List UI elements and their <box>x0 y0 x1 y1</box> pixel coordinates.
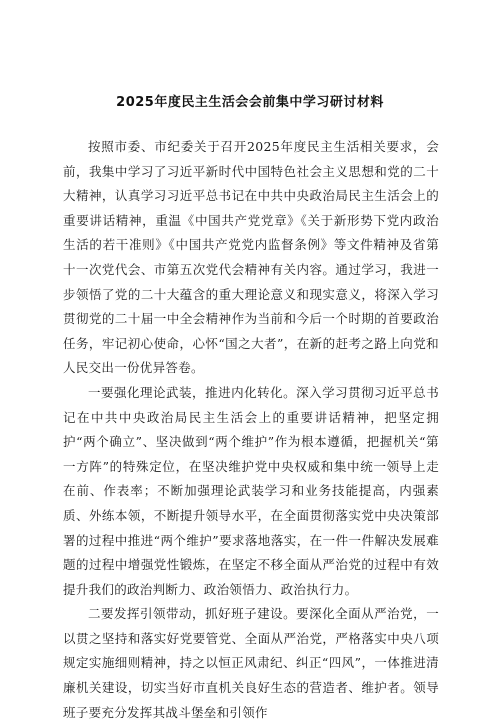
document-title: 2025年度民主生活会会前集中学习研讨材料 <box>116 95 384 110</box>
document-body <box>63 135 439 725</box>
paragraph-team-building: 二要发挥引领带动，抓好班子建设。要深化全面从严治党，一以贯之坚持和落实好党要管党、全面从严治党，严格落实中央八项规定实施细则精神，持之以恒正风肃纪、纠正“四风”，一体推进清廉机关建设，切实当好市直机关良好生态的营造者、维护者。领导班子要充分发挥其战斗堡垒和引领作 <box>63 606 439 720</box>
paragraph-theory-study: 一要强化理论武装，推进内化转化。深入学习贯彻习近平总书记在中共中央政治局民主生活会上的重要讲话精神，把坚定拥护“两个确立”、坚决做到“两个维护”作为根本遵循，把握机关“第一方阵”的特殊定位，在坚决维护党中央权威和集中统一领导上走在前、作表率；不断加强理论武装学习和业务技能提高，内强素质、外练本领，不断提升领导水平，在全面贯彻落实党中央决策部署的过程中推进“两个维护”要求落地落实，在一件一件解决发展难题的过程中增强党性锻炼，在坚定不移全面从严治党的过程中有效提升我们的政治判断力、政治领悟力、政治执行力。 <box>63 384 439 597</box>
paragraph-intro: 按照市委、市纪委关于召开2025年度民主生活相关要求，会前，我集中学习了习近平新时代中国特色社会主义思想和党的二十大精神，认真学习习近平总书记在中共中央政治局民主生活会上的重要讲话精神，重温《中国共产党党章》《关于新形势下党内政治生活的若干准则》《中国共产党党内监督条例》等文件精神及省第十一次党代会、市第五次党代会精神有关内容。通过学习，我进一步领悟了党的二十大蕴含的重大理论意义和现实意义，将深入学习贯彻党的二十届一中全会精神作为当前和今后一个时期的首要政治任务，牢记初心使命，心怀“国之大者”，在新的赶考之路上向党和人民交出一份优异答卷。 <box>63 139 439 376</box>
